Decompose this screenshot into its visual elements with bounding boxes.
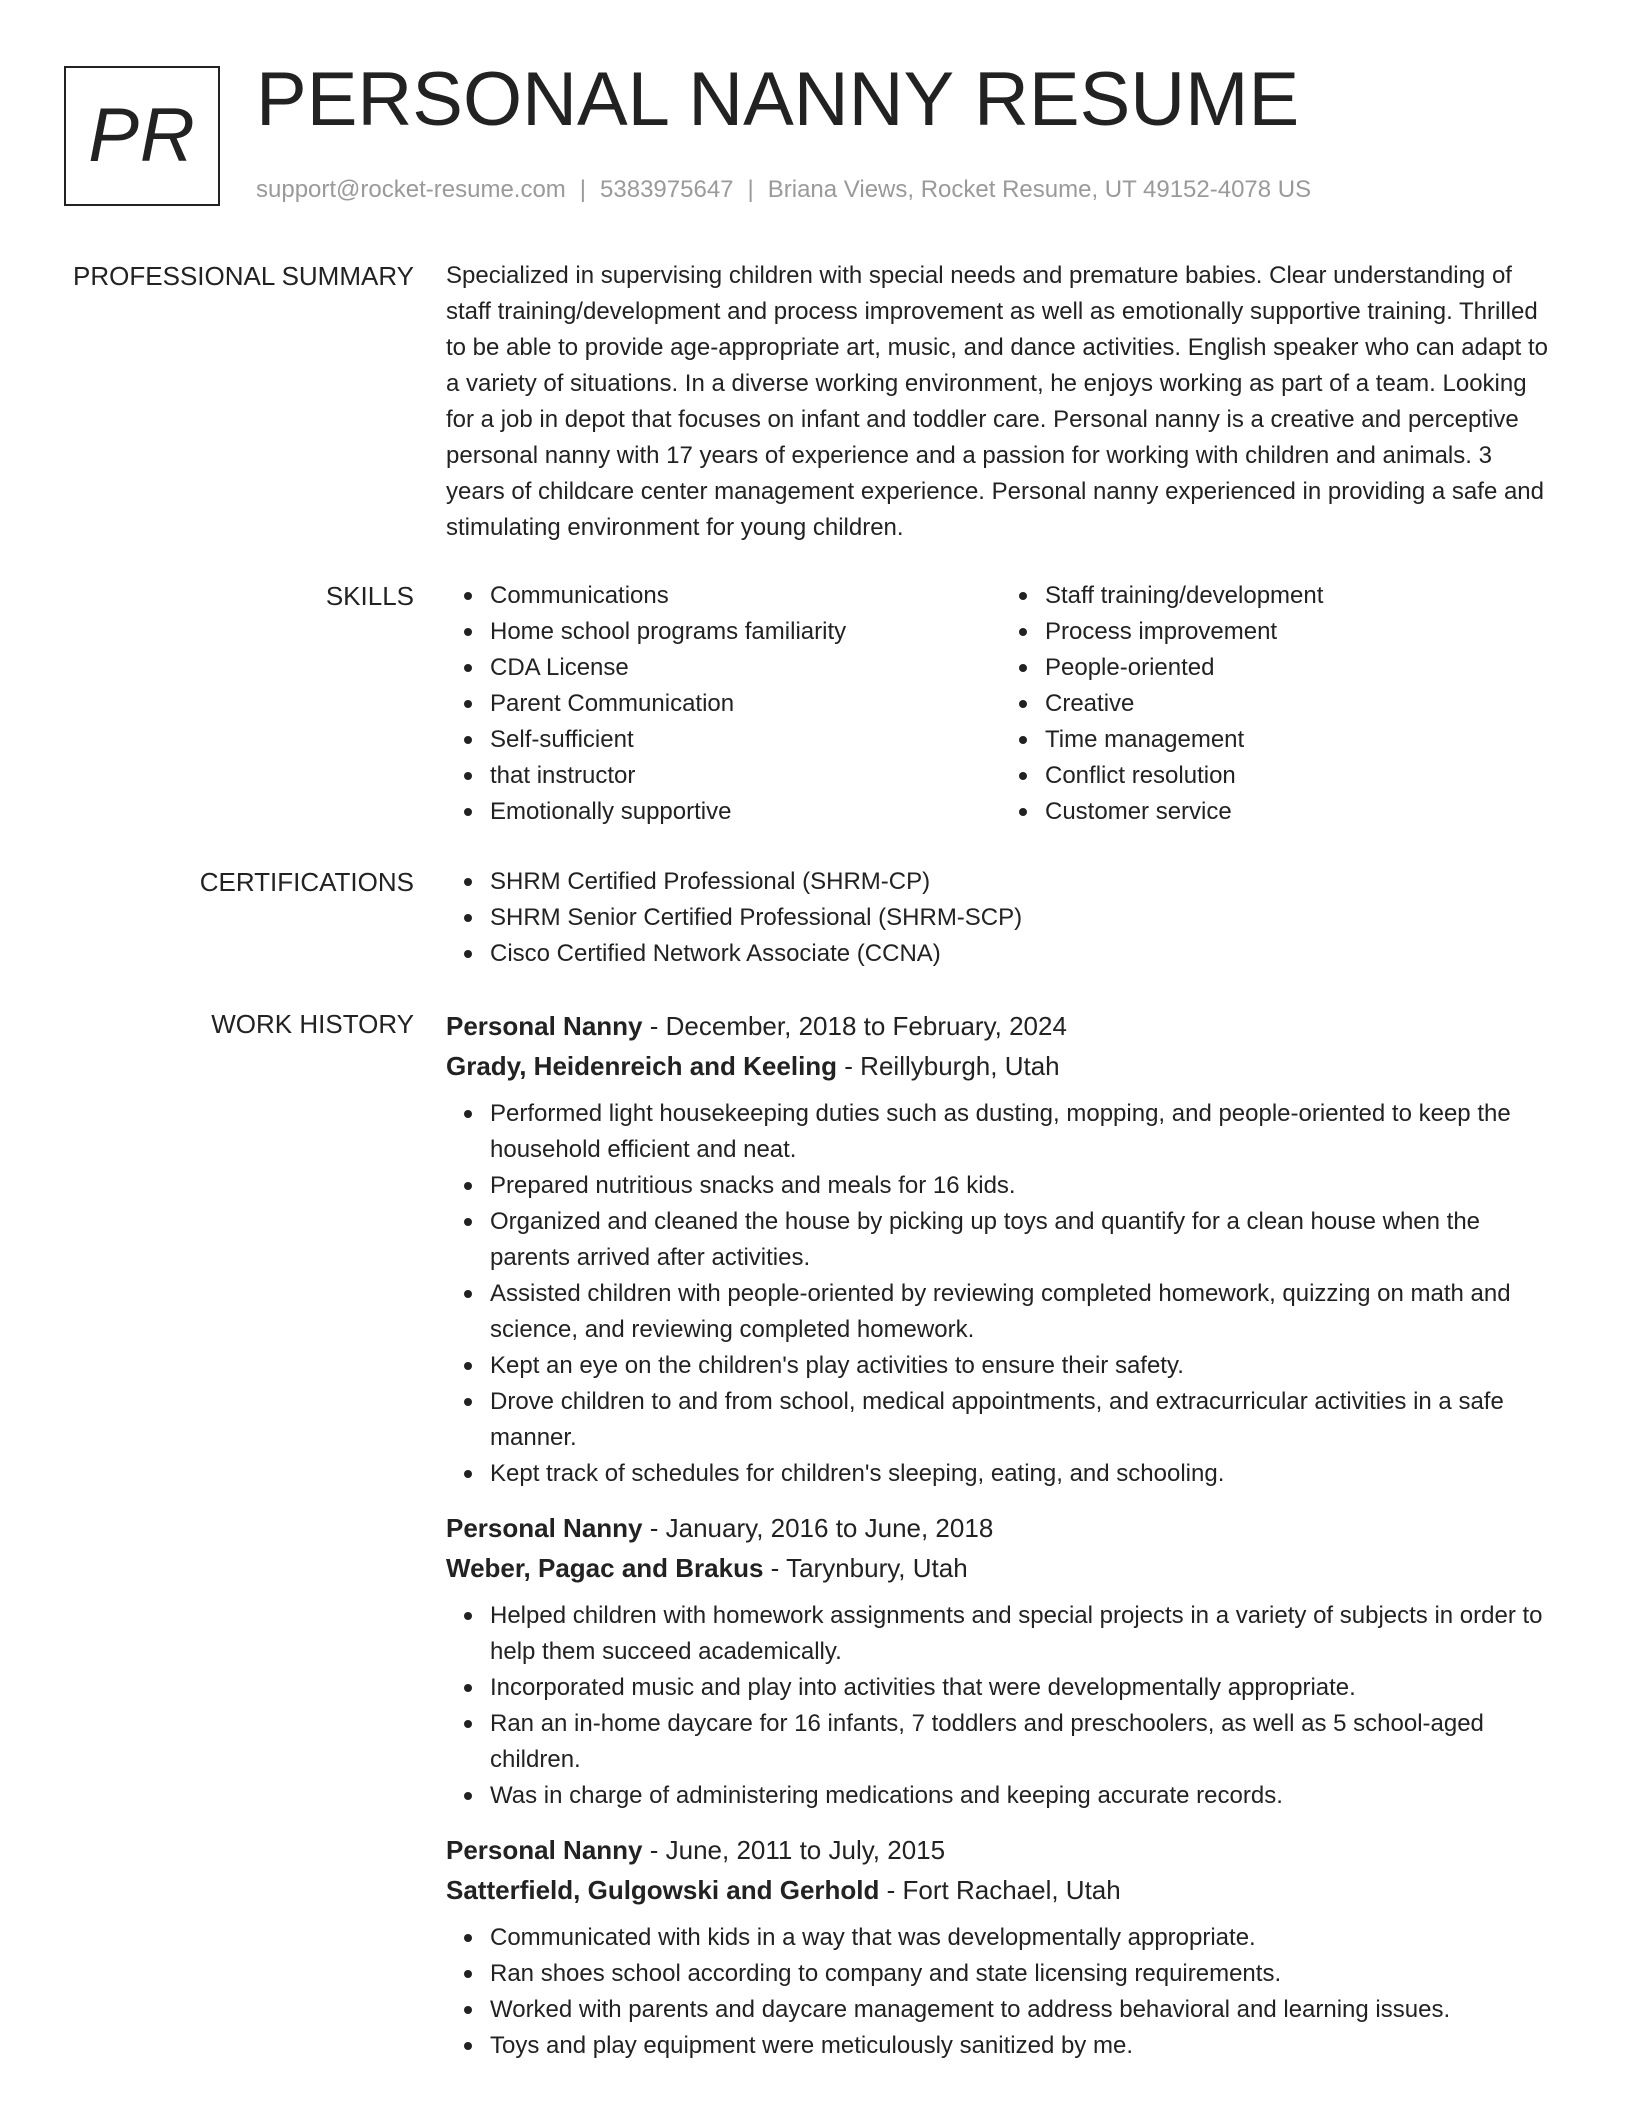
job-location: - Reillyburgh, Utah bbox=[837, 1051, 1060, 1081]
job-bullet: Ran an in-home daycare for 16 infants, 7 toddlers and preschoolers, as well as 5 school-aged children. bbox=[490, 1706, 1556, 1778]
summary-heading: PROFESSIONAL SUMMARY bbox=[73, 261, 414, 291]
job-company-line bbox=[446, 1548, 1556, 1588]
job-bullets bbox=[446, 1598, 1556, 1814]
skill-item: Self-sufficient bbox=[490, 722, 1001, 758]
job-bullet: Organized and cleaned the house by picking up toys and quantify for a clean house when the parents arrived after activities. bbox=[490, 1204, 1556, 1276]
skill-item: Creative bbox=[1045, 686, 1556, 722]
job-bullet: Worked with parents and daycare management to address behavioral and learning issues. bbox=[490, 1992, 1556, 2028]
job-bullet: Toys and play equipment were meticulously sanitized by me. bbox=[490, 2028, 1556, 2064]
job-entry bbox=[446, 1830, 1556, 2064]
monogram-box bbox=[64, 66, 220, 206]
skills-body bbox=[446, 578, 1556, 830]
contact-line bbox=[256, 176, 1311, 204]
job-entry bbox=[446, 1006, 1556, 1492]
skill-item: Parent Communication bbox=[490, 686, 1001, 722]
job-dates: - December, 2018 to February, 2024 bbox=[642, 1011, 1067, 1041]
skill-item: that instructor bbox=[490, 758, 1001, 794]
job-bullet: Incorporated music and play into activities that were developmentally appropriate. bbox=[490, 1670, 1556, 1706]
job-bullet: Performed light housekeeping duties such as dusting, mopping, and people-oriented to keep the household efficient and neat. bbox=[490, 1096, 1556, 1168]
job-location: - Tarynbury, Utah bbox=[763, 1553, 968, 1583]
job-title: Personal Nanny bbox=[446, 1011, 643, 1041]
job-bullet: Drove children to and from school, medical appointments, and extracurricular activities in a safe manner. bbox=[490, 1384, 1556, 1456]
work-history-heading: WORK HISTORY bbox=[211, 1009, 414, 1039]
skill-item: Emotionally supportive bbox=[490, 794, 1001, 830]
job-location: - Fort Rachael, Utah bbox=[879, 1875, 1121, 1905]
contact-phone[interactable]: 5383975647 bbox=[600, 176, 734, 203]
contact-address: Briana Views, Rocket Resume, UT 49152-4078 US bbox=[767, 176, 1312, 203]
job-bullet: Kept an eye on the children's play activities to ensure their safety. bbox=[490, 1348, 1556, 1384]
skills-list-left bbox=[446, 578, 1001, 830]
certification-item: SHRM Certified Professional (SHRM-CP) bbox=[490, 864, 1556, 900]
contact-email[interactable]: support@rocket-resume.com bbox=[256, 176, 566, 203]
skill-item: Conflict resolution bbox=[1045, 758, 1556, 794]
job-bullet: Kept track of schedules for children's sleeping, eating, and schooling. bbox=[490, 1456, 1556, 1492]
skill-item: People-oriented bbox=[1045, 650, 1556, 686]
skills-list-right bbox=[1001, 578, 1556, 830]
job-bullets bbox=[446, 1920, 1556, 2064]
job-company: Weber, Pagac and Brakus bbox=[446, 1553, 764, 1583]
work-history-body bbox=[446, 1006, 1556, 2080]
skill-item: Staff training/development bbox=[1045, 578, 1556, 614]
skill-item: Process improvement bbox=[1045, 614, 1556, 650]
job-bullet: Communicated with kids in a way that was developmentally appropriate. bbox=[490, 1920, 1556, 1956]
skill-item: Customer service bbox=[1045, 794, 1556, 830]
job-company: Satterfield, Gulgowski and Gerhold bbox=[446, 1875, 880, 1905]
job-title-line bbox=[446, 1006, 1556, 1046]
monogram-initials: PR bbox=[88, 93, 196, 178]
job-company: Grady, Heidenreich and Keeling bbox=[446, 1051, 838, 1081]
job-bullet: Assisted children with people-oriented by reviewing completed homework, quizzing on math and science, and reviewing completed homework. bbox=[490, 1276, 1556, 1348]
skill-item: Home school programs familiarity bbox=[490, 614, 1001, 650]
certifications-list bbox=[446, 864, 1556, 972]
job-bullet: Helped children with homework assignments and special projects in a variety of subjects in order to help them succeed academically. bbox=[490, 1598, 1556, 1670]
skill-item: Time management bbox=[1045, 722, 1556, 758]
contact-separator: | bbox=[747, 176, 754, 203]
contact-separator: | bbox=[579, 176, 587, 203]
skill-item: Communications bbox=[490, 578, 1001, 614]
summary-body bbox=[446, 258, 1556, 546]
job-dates: - June, 2011 to July, 2015 bbox=[642, 1835, 946, 1865]
job-title: Personal Nanny bbox=[446, 1513, 643, 1543]
job-title: Personal Nanny bbox=[446, 1835, 643, 1865]
job-bullet: Prepared nutritious snacks and meals for 16 kids. bbox=[490, 1168, 1556, 1204]
resume-title: PERSONAL NANNY RESUME bbox=[256, 57, 1300, 142]
summary-text: Specialized in supervising children with special needs and premature babies. Clear understanding of staff training/development and process improvement as well as emotionally supportive training. Thrilled to be able to provide age-appropriate art, music, and dance activities. English speaker who can adapt to a variety of situations. In a diverse working environment, he enjoys working as part of a team. Looking for a job in depot that focuses on infant and toddler care. Personal nanny is a creative and perceptive personal nanny with 17 years of experience and a passion for working with children and animals. 3 years of childcare center management experience. Personal nanny experienced in providing a safe and stimulating environment for young children. bbox=[446, 262, 1548, 541]
job-bullet: Ran shoes school according to company and state licensing requirements. bbox=[490, 1956, 1556, 1992]
skill-item: CDA License bbox=[490, 650, 1001, 686]
job-title-line bbox=[446, 1830, 1556, 1870]
certifications-body bbox=[446, 864, 1556, 972]
certification-item: Cisco Certified Network Associate (CCNA) bbox=[490, 936, 1556, 972]
job-bullets bbox=[446, 1096, 1556, 1492]
job-entry bbox=[446, 1508, 1556, 1814]
job-dates: - January, 2016 to June, 2018 bbox=[642, 1513, 994, 1543]
job-title-line bbox=[446, 1508, 1556, 1548]
job-company-line bbox=[446, 1046, 1556, 1086]
skills-heading: SKILLS bbox=[325, 581, 414, 611]
job-bullet: Was in charge of administering medications and keeping accurate records. bbox=[490, 1778, 1556, 1814]
certification-item: SHRM Senior Certified Professional (SHRM-SCP) bbox=[490, 900, 1556, 936]
job-company-line bbox=[446, 1870, 1556, 1910]
certifications-heading: CERTIFICATIONS bbox=[199, 867, 414, 897]
